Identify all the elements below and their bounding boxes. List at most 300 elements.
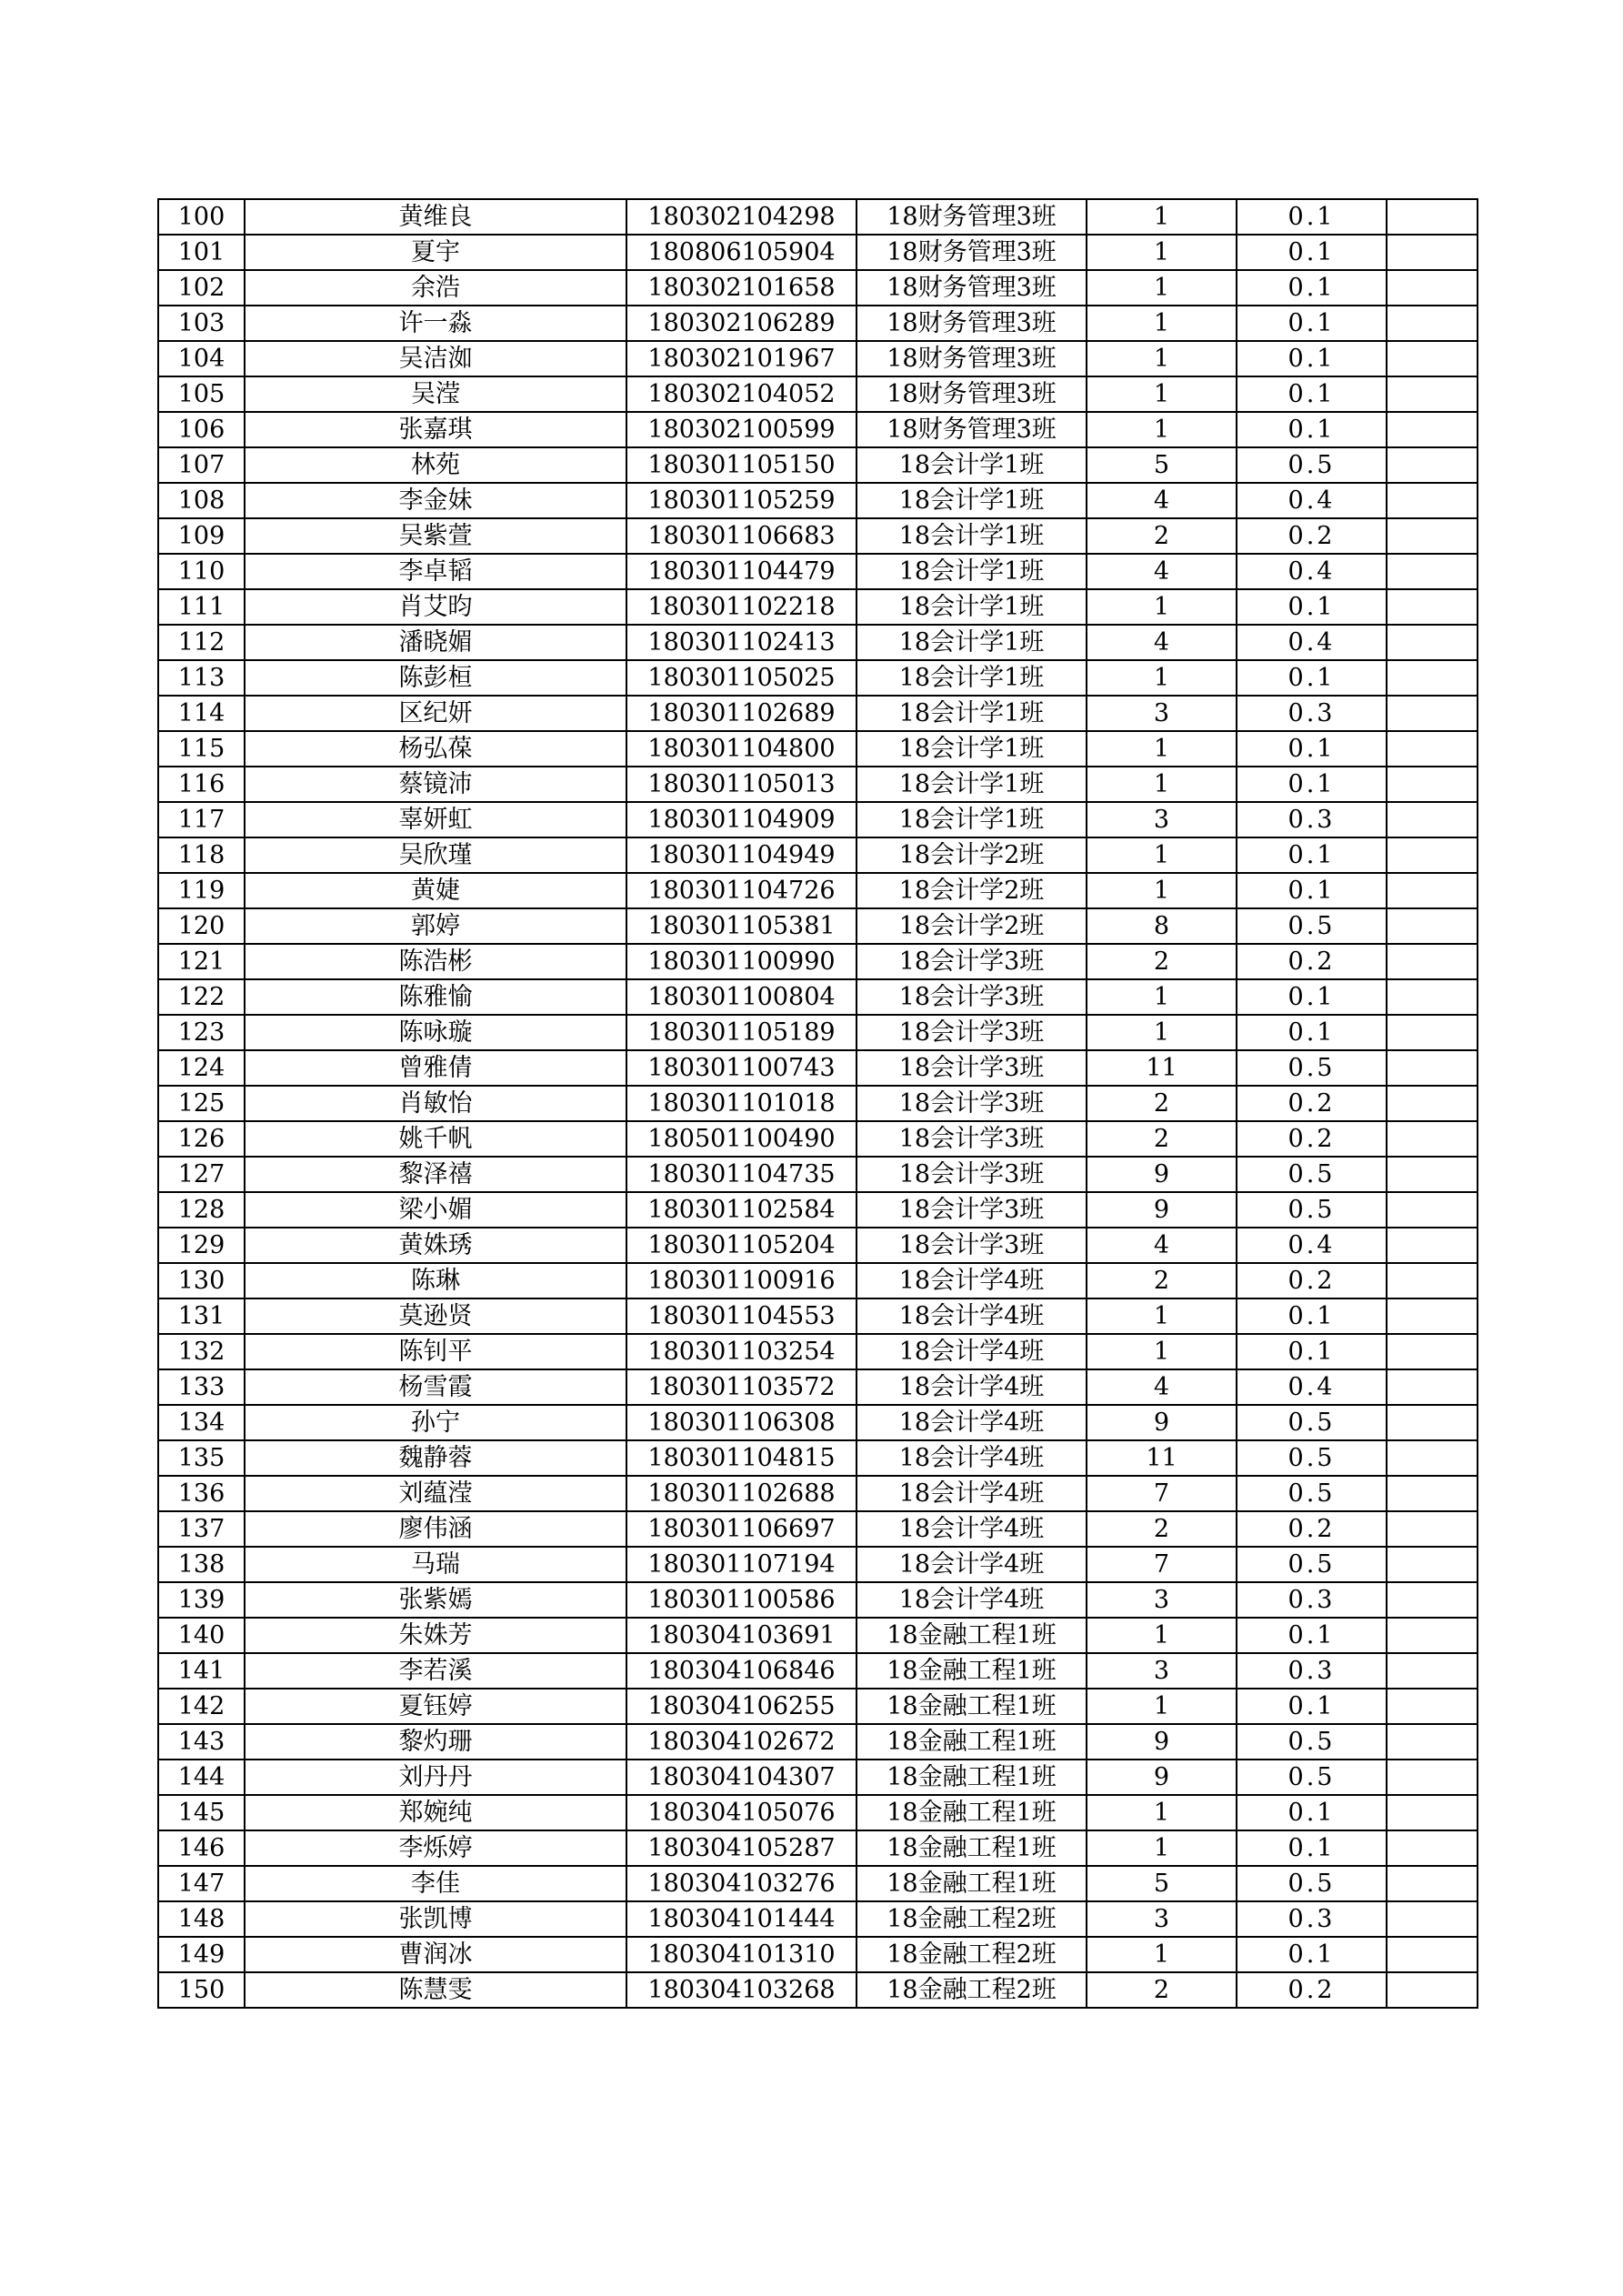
count-cell: 1 xyxy=(1087,873,1237,908)
student-id-cell: 180302101658 xyxy=(626,270,857,306)
remark-cell xyxy=(1387,1263,1478,1298)
table-row xyxy=(158,1050,1478,1086)
student-name-cell: 魏静蓉 xyxy=(245,1440,626,1476)
count-cell: 1 xyxy=(1087,837,1237,873)
student-id-cell: 180302104052 xyxy=(626,376,857,412)
remark-cell xyxy=(1387,1795,1478,1830)
row-index-cell: 118 xyxy=(158,837,245,873)
class-name-cell: 18会计学3班 xyxy=(857,979,1087,1015)
row-index-cell: 131 xyxy=(158,1298,245,1334)
count-cell: 5 xyxy=(1087,1866,1237,1901)
count-cell: 1 xyxy=(1087,1795,1237,1830)
table-row xyxy=(158,1689,1478,1724)
remark-cell xyxy=(1387,1901,1478,1937)
remark-cell xyxy=(1387,1830,1478,1866)
student-id-cell: 180301105013 xyxy=(626,767,857,802)
student-name-cell: 陈雅愉 xyxy=(245,979,626,1015)
class-name-cell: 18会计学1班 xyxy=(857,660,1087,696)
score-cell: 0.5 xyxy=(1237,1760,1387,1795)
class-name-cell: 18会计学4班 xyxy=(857,1582,1087,1618)
score-cell: 0.2 xyxy=(1237,1121,1387,1157)
table-row xyxy=(158,873,1478,908)
count-cell: 11 xyxy=(1087,1440,1237,1476)
student-name-cell: 许一淼 xyxy=(245,306,626,341)
score-cell: 0.1 xyxy=(1237,873,1387,908)
score-cell: 0.2 xyxy=(1237,1086,1387,1121)
remark-cell xyxy=(1387,1086,1478,1121)
score-cell: 0.4 xyxy=(1237,554,1387,589)
student-id-cell: 180806105904 xyxy=(626,235,857,270)
remark-cell xyxy=(1387,1298,1478,1334)
count-cell: 2 xyxy=(1087,1511,1237,1547)
student-id-cell: 180304105287 xyxy=(626,1830,857,1866)
count-cell: 11 xyxy=(1087,1050,1237,1086)
student-name-cell: 陈琳 xyxy=(245,1263,626,1298)
table-row xyxy=(158,306,1478,341)
class-name-cell: 18会计学4班 xyxy=(857,1440,1087,1476)
class-name-cell: 18金融工程1班 xyxy=(857,1689,1087,1724)
table-row xyxy=(158,837,1478,873)
remark-cell xyxy=(1387,660,1478,696)
student-id-cell: 180304101310 xyxy=(626,1937,857,1972)
row-index-cell: 107 xyxy=(158,447,245,483)
count-cell: 3 xyxy=(1087,1901,1237,1937)
student-name-cell: 蔡镜沛 xyxy=(245,767,626,802)
count-cell: 1 xyxy=(1087,979,1237,1015)
student-name-cell: 吴欣瑾 xyxy=(245,837,626,873)
student-name-cell: 马瑞 xyxy=(245,1547,626,1582)
remark-cell xyxy=(1387,235,1478,270)
row-index-cell: 144 xyxy=(158,1760,245,1795)
class-name-cell: 18会计学2班 xyxy=(857,908,1087,944)
student-id-cell: 180302101967 xyxy=(626,341,857,376)
remark-cell xyxy=(1387,1476,1478,1511)
row-index-cell: 114 xyxy=(158,696,245,731)
student-name-cell: 张凯博 xyxy=(245,1901,626,1937)
student-id-cell: 180301105381 xyxy=(626,908,857,944)
row-index-cell: 115 xyxy=(158,731,245,767)
remark-cell xyxy=(1387,518,1478,554)
row-index-cell: 141 xyxy=(158,1653,245,1689)
table-row xyxy=(158,1192,1478,1228)
remark-cell xyxy=(1387,1228,1478,1263)
table-row xyxy=(158,1298,1478,1334)
score-cell: 0.5 xyxy=(1237,1192,1387,1228)
row-index-cell: 140 xyxy=(158,1618,245,1653)
table-row xyxy=(158,1511,1478,1547)
remark-cell xyxy=(1387,483,1478,518)
student-name-cell: 刘丹丹 xyxy=(245,1760,626,1795)
student-id-cell: 180301104800 xyxy=(626,731,857,767)
student-name-cell: 梁小媚 xyxy=(245,1192,626,1228)
score-cell: 0.2 xyxy=(1237,518,1387,554)
remark-cell xyxy=(1387,1511,1478,1547)
student-name-cell: 黄婕 xyxy=(245,873,626,908)
student-name-cell: 黎灼珊 xyxy=(245,1724,626,1760)
row-index-cell: 130 xyxy=(158,1263,245,1298)
row-index-cell: 119 xyxy=(158,873,245,908)
score-cell: 0.5 xyxy=(1237,1050,1387,1086)
class-name-cell: 18会计学1班 xyxy=(857,483,1087,518)
remark-cell xyxy=(1387,1547,1478,1582)
student-id-cell: 180301104815 xyxy=(626,1440,857,1476)
student-id-cell: 180301102584 xyxy=(626,1192,857,1228)
score-cell: 0.5 xyxy=(1237,1866,1387,1901)
student-id-cell: 180301102413 xyxy=(626,625,857,660)
class-name-cell: 18金融工程1班 xyxy=(857,1795,1087,1830)
score-cell: 0.3 xyxy=(1237,1582,1387,1618)
remark-cell xyxy=(1387,1157,1478,1192)
count-cell: 1 xyxy=(1087,306,1237,341)
class-name-cell: 18财务管理3班 xyxy=(857,270,1087,306)
row-index-cell: 113 xyxy=(158,660,245,696)
count-cell: 1 xyxy=(1087,270,1237,306)
table-row xyxy=(158,1830,1478,1866)
table-row xyxy=(158,1476,1478,1511)
row-index-cell: 111 xyxy=(158,589,245,625)
score-cell: 0.1 xyxy=(1237,837,1387,873)
count-cell: 7 xyxy=(1087,1547,1237,1582)
student-name-cell: 肖敏怡 xyxy=(245,1086,626,1121)
remark-cell xyxy=(1387,1760,1478,1795)
score-cell: 0.3 xyxy=(1237,1653,1387,1689)
score-cell: 0.1 xyxy=(1237,1298,1387,1334)
row-index-cell: 126 xyxy=(158,1121,245,1157)
remark-cell xyxy=(1387,873,1478,908)
score-cell: 0.3 xyxy=(1237,696,1387,731)
student-id-cell: 180304101444 xyxy=(626,1901,857,1937)
score-cell: 0.1 xyxy=(1237,1795,1387,1830)
count-cell: 2 xyxy=(1087,1121,1237,1157)
score-cell: 0.2 xyxy=(1237,1263,1387,1298)
student-name-cell: 潘晓媚 xyxy=(245,625,626,660)
row-index-cell: 127 xyxy=(158,1157,245,1192)
count-cell: 1 xyxy=(1087,1830,1237,1866)
row-index-cell: 143 xyxy=(158,1724,245,1760)
student-name-cell: 李金妹 xyxy=(245,483,626,518)
row-index-cell: 121 xyxy=(158,944,245,979)
student-id-cell: 180304102672 xyxy=(626,1724,857,1760)
count-cell: 3 xyxy=(1087,802,1237,837)
class-name-cell: 18金融工程2班 xyxy=(857,1972,1087,2008)
remark-cell xyxy=(1387,1618,1478,1653)
count-cell: 1 xyxy=(1087,589,1237,625)
student-name-cell: 吴紫萱 xyxy=(245,518,626,554)
table-row xyxy=(158,1015,1478,1050)
row-index-cell: 148 xyxy=(158,1901,245,1937)
row-index-cell: 124 xyxy=(158,1050,245,1086)
student-name-cell: 吴洁洳 xyxy=(245,341,626,376)
class-name-cell: 18会计学1班 xyxy=(857,731,1087,767)
remark-cell xyxy=(1387,447,1478,483)
student-name-cell: 李若溪 xyxy=(245,1653,626,1689)
table-row xyxy=(158,235,1478,270)
class-name-cell: 18会计学4班 xyxy=(857,1405,1087,1440)
class-name-cell: 18会计学2班 xyxy=(857,873,1087,908)
score-cell: 0.5 xyxy=(1237,1547,1387,1582)
student-id-cell: 180301100743 xyxy=(626,1050,857,1086)
count-cell: 3 xyxy=(1087,1653,1237,1689)
class-name-cell: 18会计学3班 xyxy=(857,1050,1087,1086)
table-row xyxy=(158,1405,1478,1440)
student-name-cell: 杨弘葆 xyxy=(245,731,626,767)
remark-cell xyxy=(1387,1866,1478,1901)
remark-cell xyxy=(1387,1689,1478,1724)
remark-cell xyxy=(1387,1582,1478,1618)
table-row xyxy=(158,1582,1478,1618)
class-name-cell: 18会计学4班 xyxy=(857,1547,1087,1582)
row-index-cell: 133 xyxy=(158,1369,245,1405)
row-index-cell: 139 xyxy=(158,1582,245,1618)
table-row xyxy=(158,731,1478,767)
row-index-cell: 142 xyxy=(158,1689,245,1724)
remark-cell xyxy=(1387,376,1478,412)
remark-cell xyxy=(1387,554,1478,589)
score-cell: 0.1 xyxy=(1237,1618,1387,1653)
student-name-cell: 张紫嫣 xyxy=(245,1582,626,1618)
count-cell: 9 xyxy=(1087,1157,1237,1192)
student-name-cell: 黄姝琇 xyxy=(245,1228,626,1263)
class-name-cell: 18财务管理3班 xyxy=(857,341,1087,376)
student-name-cell: 陈咏璇 xyxy=(245,1015,626,1050)
class-name-cell: 18会计学1班 xyxy=(857,625,1087,660)
table-row xyxy=(158,696,1478,731)
student-id-cell: 180301104949 xyxy=(626,837,857,873)
table-row xyxy=(158,1901,1478,1937)
score-cell: 0.4 xyxy=(1237,1369,1387,1405)
count-cell: 3 xyxy=(1087,696,1237,731)
row-index-cell: 101 xyxy=(158,235,245,270)
student-id-cell: 180302106289 xyxy=(626,306,857,341)
remark-cell xyxy=(1387,979,1478,1015)
row-index-cell: 104 xyxy=(158,341,245,376)
score-cell: 0.1 xyxy=(1237,306,1387,341)
row-index-cell: 138 xyxy=(158,1547,245,1582)
remark-cell xyxy=(1387,412,1478,447)
row-index-cell: 125 xyxy=(158,1086,245,1121)
score-cell: 0.4 xyxy=(1237,483,1387,518)
score-cell: 0.1 xyxy=(1237,270,1387,306)
student-id-cell: 180301105150 xyxy=(626,447,857,483)
row-index-cell: 123 xyxy=(158,1015,245,1050)
student-name-cell: 余浩 xyxy=(245,270,626,306)
remark-cell xyxy=(1387,199,1478,235)
remark-cell xyxy=(1387,908,1478,944)
count-cell: 1 xyxy=(1087,199,1237,235)
count-cell: 1 xyxy=(1087,1937,1237,1972)
student-name-cell: 李烁婷 xyxy=(245,1830,626,1866)
class-name-cell: 18金融工程1班 xyxy=(857,1653,1087,1689)
row-index-cell: 100 xyxy=(158,199,245,235)
student-name-cell: 姚千帆 xyxy=(245,1121,626,1157)
score-cell: 0.1 xyxy=(1237,1334,1387,1369)
row-index-cell: 136 xyxy=(158,1476,245,1511)
score-cell: 0.1 xyxy=(1237,1830,1387,1866)
score-cell: 0.5 xyxy=(1237,1405,1387,1440)
table-row xyxy=(158,199,1478,235)
count-cell: 4 xyxy=(1087,1369,1237,1405)
student-id-cell: 180301104726 xyxy=(626,873,857,908)
score-cell: 0.1 xyxy=(1237,412,1387,447)
student-name-cell: 李卓韬 xyxy=(245,554,626,589)
count-cell: 9 xyxy=(1087,1760,1237,1795)
count-cell: 9 xyxy=(1087,1724,1237,1760)
remark-cell xyxy=(1387,1369,1478,1405)
student-id-cell: 180301107194 xyxy=(626,1547,857,1582)
row-index-cell: 134 xyxy=(158,1405,245,1440)
row-index-cell: 116 xyxy=(158,767,245,802)
table-row xyxy=(158,1653,1478,1689)
count-cell: 2 xyxy=(1087,944,1237,979)
score-cell: 0.1 xyxy=(1237,1015,1387,1050)
remark-cell xyxy=(1387,1653,1478,1689)
table-row xyxy=(158,1369,1478,1405)
student-name-cell: 林苑 xyxy=(245,447,626,483)
table-row xyxy=(158,908,1478,944)
class-name-cell: 18金融工程1班 xyxy=(857,1724,1087,1760)
student-id-cell: 180301105204 xyxy=(626,1228,857,1263)
score-cell: 0.1 xyxy=(1237,979,1387,1015)
student-name-cell: 黎泽禧 xyxy=(245,1157,626,1192)
class-name-cell: 18财务管理3班 xyxy=(857,235,1087,270)
remark-cell xyxy=(1387,270,1478,306)
table-row xyxy=(158,1795,1478,1830)
remark-cell xyxy=(1387,1440,1478,1476)
class-name-cell: 18会计学1班 xyxy=(857,696,1087,731)
class-name-cell: 18会计学4班 xyxy=(857,1369,1087,1405)
remark-cell xyxy=(1387,1192,1478,1228)
student-name-cell: 陈浩彬 xyxy=(245,944,626,979)
student-name-cell: 曹润冰 xyxy=(245,1937,626,1972)
table-row xyxy=(158,1972,1478,2008)
row-index-cell: 146 xyxy=(158,1830,245,1866)
table-row xyxy=(158,625,1478,660)
student-id-cell: 180301105189 xyxy=(626,1015,857,1050)
remark-cell xyxy=(1387,589,1478,625)
table-row xyxy=(158,341,1478,376)
row-index-cell: 108 xyxy=(158,483,245,518)
student-id-cell: 180301106308 xyxy=(626,1405,857,1440)
row-index-cell: 105 xyxy=(158,376,245,412)
count-cell: 1 xyxy=(1087,1298,1237,1334)
score-cell: 0.5 xyxy=(1237,1476,1387,1511)
student-name-cell: 杨雪霞 xyxy=(245,1369,626,1405)
class-name-cell: 18财务管理3班 xyxy=(857,306,1087,341)
student-name-cell: 孙宁 xyxy=(245,1405,626,1440)
row-index-cell: 103 xyxy=(158,306,245,341)
table-row xyxy=(158,1086,1478,1121)
count-cell: 1 xyxy=(1087,235,1237,270)
row-index-cell: 109 xyxy=(158,518,245,554)
table-row xyxy=(158,1866,1478,1901)
class-name-cell: 18会计学2班 xyxy=(857,837,1087,873)
student-id-cell: 180301106697 xyxy=(626,1511,857,1547)
class-name-cell: 18会计学1班 xyxy=(857,767,1087,802)
score-cell: 0.5 xyxy=(1237,447,1387,483)
remark-cell xyxy=(1387,802,1478,837)
table-row xyxy=(158,1121,1478,1157)
row-index-cell: 120 xyxy=(158,908,245,944)
table-row xyxy=(158,376,1478,412)
student-name-cell: 朱姝芳 xyxy=(245,1618,626,1653)
table-row xyxy=(158,979,1478,1015)
student-id-cell: 180301103572 xyxy=(626,1369,857,1405)
class-name-cell: 18会计学1班 xyxy=(857,802,1087,837)
class-name-cell: 18会计学4班 xyxy=(857,1298,1087,1334)
class-name-cell: 18财务管理3班 xyxy=(857,412,1087,447)
remark-cell xyxy=(1387,1050,1478,1086)
student-name-cell: 陈彭桓 xyxy=(245,660,626,696)
student-id-cell: 180301100990 xyxy=(626,944,857,979)
class-name-cell: 18会计学4班 xyxy=(857,1334,1087,1369)
student-name-cell: 张嘉琪 xyxy=(245,412,626,447)
table-row xyxy=(158,767,1478,802)
class-name-cell: 18会计学3班 xyxy=(857,1121,1087,1157)
class-name-cell: 18会计学3班 xyxy=(857,1086,1087,1121)
count-cell: 1 xyxy=(1087,660,1237,696)
class-name-cell: 18会计学3班 xyxy=(857,944,1087,979)
student-id-cell: 180301100916 xyxy=(626,1263,857,1298)
score-cell: 0.5 xyxy=(1237,908,1387,944)
student-id-cell: 180304106846 xyxy=(626,1653,857,1689)
student-name-cell: 辜妍虹 xyxy=(245,802,626,837)
student-name-cell: 郭婷 xyxy=(245,908,626,944)
score-cell: 0.1 xyxy=(1237,376,1387,412)
class-name-cell: 18会计学3班 xyxy=(857,1157,1087,1192)
remark-cell xyxy=(1387,1334,1478,1369)
table-row xyxy=(158,1547,1478,1582)
class-name-cell: 18金融工程2班 xyxy=(857,1937,1087,1972)
student-name-cell: 陈慧雯 xyxy=(245,1972,626,2008)
student-name-cell: 曾雅倩 xyxy=(245,1050,626,1086)
table-row xyxy=(158,802,1478,837)
score-cell: 0.1 xyxy=(1237,1689,1387,1724)
table-row xyxy=(158,270,1478,306)
student-name-cell: 区纪妍 xyxy=(245,696,626,731)
table-row xyxy=(158,660,1478,696)
student-id-cell: 180301100804 xyxy=(626,979,857,1015)
table-row xyxy=(158,447,1478,483)
score-cell: 0.2 xyxy=(1237,1511,1387,1547)
remark-cell xyxy=(1387,837,1478,873)
student-name-cell: 夏钰婷 xyxy=(245,1689,626,1724)
remark-cell xyxy=(1387,306,1478,341)
row-index-cell: 137 xyxy=(158,1511,245,1547)
table-row xyxy=(158,554,1478,589)
student-name-cell: 刘蕴滢 xyxy=(245,1476,626,1511)
remark-cell xyxy=(1387,1405,1478,1440)
row-index-cell: 129 xyxy=(158,1228,245,1263)
count-cell: 2 xyxy=(1087,518,1237,554)
class-name-cell: 18会计学3班 xyxy=(857,1192,1087,1228)
student-name-cell: 肖艾昀 xyxy=(245,589,626,625)
student-id-cell: 180301105025 xyxy=(626,660,857,696)
table-row xyxy=(158,483,1478,518)
count-cell: 9 xyxy=(1087,1405,1237,1440)
score-cell: 0.4 xyxy=(1237,625,1387,660)
count-cell: 1 xyxy=(1087,1015,1237,1050)
class-name-cell: 18会计学3班 xyxy=(857,1015,1087,1050)
count-cell: 2 xyxy=(1087,1086,1237,1121)
score-cell: 0.3 xyxy=(1237,1901,1387,1937)
score-cell: 0.1 xyxy=(1237,660,1387,696)
class-name-cell: 18会计学4班 xyxy=(857,1263,1087,1298)
remark-cell xyxy=(1387,1937,1478,1972)
row-index-cell: 122 xyxy=(158,979,245,1015)
student-id-cell: 180301104479 xyxy=(626,554,857,589)
student-id-cell: 180302104298 xyxy=(626,199,857,235)
count-cell: 3 xyxy=(1087,1582,1237,1618)
